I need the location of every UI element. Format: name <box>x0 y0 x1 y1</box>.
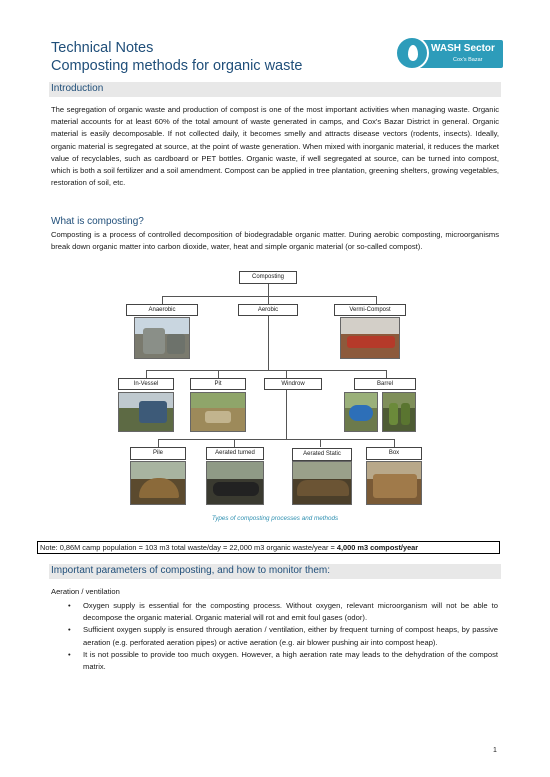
node-aerobic: Aerobic <box>238 304 298 316</box>
wash-sector-logo <box>395 36 503 72</box>
box-photo <box>366 461 422 505</box>
node-aerated-turned: Aerated turned <box>206 447 264 460</box>
page-number: 1 <box>493 747 497 754</box>
barrel-photo-1 <box>344 392 378 432</box>
node-windrow: Windrow <box>264 378 322 390</box>
intro-paragraph: The segregation of organic waste and production of compost is one of the most important activities when managing waste. Organic material accounts for at least 60% of the total amount of waste generated in camps, and Cox's Bazar District in general. Organic material is easily decomposable. If not collected daily, it becomes smelly and attracts disease vectors (rodents, insects). Ideally, organic material is segregated at source, at the point of waste generation. When mixed with inorganic material, it reduces the market value of recyclables, such as cardboard or PET bottles. Organic waste, if well segregated at source, can be turned into compost, which is both a soil fertilizer and a soil amendment. Compost can be applied in tree plantation, greening shelters, growing vegetables, restoration of soil, etc. <box>51 105 499 188</box>
node-anaerobic: Anaerobic <box>126 304 198 316</box>
aerated-static-photo <box>292 461 352 505</box>
list-item: • It is not possible to provide too much oxygen. However, a high aeration rate may leads to the dehydration of the compost matrix. <box>68 649 498 673</box>
document-title-line2: Composting methods for organic waste <box>51 58 303 74</box>
section-header-parameters <box>49 564 501 579</box>
note-box <box>37 541 500 554</box>
node-barrel: Barrel <box>354 378 416 390</box>
node-pit: Pit <box>190 378 246 390</box>
aerated-turned-photo <box>206 461 264 505</box>
in-vessel-photo <box>118 392 174 432</box>
pit-photo <box>190 392 246 432</box>
vermi-compost-photo <box>340 317 400 359</box>
node-box: Box <box>366 447 422 460</box>
pile-photo <box>130 461 186 505</box>
document-title-line1: Technical Notes <box>51 40 154 56</box>
node-in-vessel: In-Vessel <box>118 378 174 390</box>
section-header-introduction <box>49 82 501 97</box>
water-drop-icon <box>395 36 429 70</box>
section-heading-what-is-composting: What is composting? <box>51 216 144 227</box>
diagram-caption: Types of composting processes and methods <box>211 515 339 522</box>
logo-subtitle: Cox's Bazar <box>453 57 483 63</box>
anaerobic-digester-photo <box>134 317 190 359</box>
aeration-bullet-list <box>68 600 498 673</box>
list-item: • Sufficient oxygen supply is ensured through aeration / ventilation, either by frequent turning of compost heaps, by passive aeration (e.g. perforated aeration pipes) or active aeration (e.g. air blower pushing air into compost heap). <box>68 624 498 648</box>
logo-title: WASH Sector <box>431 43 495 54</box>
node-aerated-static: Aerated Static <box>292 448 352 461</box>
barrel-photo-2 <box>382 392 416 432</box>
what-paragraph: Composting is a process of controlled decomposition of biodegradable organic matter. During aerobic composting, microorganisms break down organic matter into carbon dioxide, water, heat and simple organic material (or so-called compost). <box>51 230 499 252</box>
node-vermi-compost: Vermi-Compost <box>334 304 406 316</box>
node-pile: Pile <box>130 447 186 460</box>
section-title: Introduction <box>51 83 104 94</box>
note-text: Note: 0,86M camp population = 103 m3 total waste/day = 22,000 m3 organic waste/year = <box>40 543 337 552</box>
aeration-label: Aeration / ventilation <box>51 587 120 596</box>
list-item: • Oxygen supply is essential for the composting process. Without oxygen, relevant microorganism will not be able to decompose the organic material. Organic material will rot and emit foul gases (odor). <box>68 600 498 624</box>
section-title: Important parameters of composting, and how to monitor them: <box>51 565 331 576</box>
node-composting: Composting <box>239 271 297 284</box>
note-bold: 4,000 m3 compost/year <box>336 543 419 552</box>
composting-methods-diagram <box>118 268 420 513</box>
